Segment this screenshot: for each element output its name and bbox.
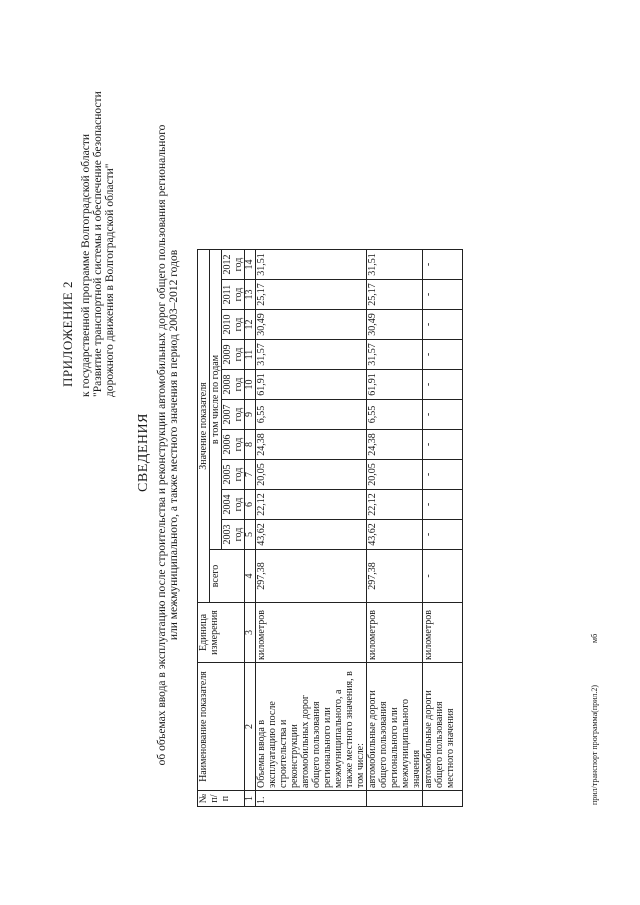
header-year: 2004 год <box>222 490 245 520</box>
header-year: 2012 год <box>222 250 245 280</box>
col-number: 7 <box>245 460 256 490</box>
col-number: 13 <box>245 280 256 310</box>
row-year-value: - <box>423 280 463 310</box>
header-year: 2007 год <box>222 400 245 430</box>
row-total: 297,38 <box>256 550 367 603</box>
row-year-value: 30,49 <box>367 310 423 340</box>
header-by-year: в том числе по годам <box>210 250 222 550</box>
col-number: 11 <box>245 340 256 370</box>
row-unit: километров <box>423 603 463 663</box>
row-year-value: - <box>423 520 463 550</box>
row-year-value: - <box>423 430 463 460</box>
row-year-value: - <box>423 460 463 490</box>
row-year-value: 30,49 <box>256 310 367 340</box>
row-year-value: 25,17 <box>256 280 367 310</box>
row-name: автомобильные дороги общего пользования регионального или межмуниципального значения <box>367 663 423 791</box>
col-number: 14 <box>245 250 256 280</box>
header-name: Наименование показателя <box>198 663 245 791</box>
document-subtitle <box>156 85 180 805</box>
subtitle-line: об объемах ввода в эксплуатацию после строительства и реконструкции автомобильных дорог общего пользования регионального <box>156 124 168 766</box>
column-number-row <box>245 250 256 807</box>
row-year-value: 6,55 <box>367 400 423 430</box>
row-year-value: 43,62 <box>256 520 367 550</box>
appendix-label: ПРИЛОЖЕНИЕ 2 <box>60 281 75 387</box>
row-year-value: 22,12 <box>367 490 423 520</box>
subtitle-line: или межмуниципального, а также местного значения в период 2003–2012 годов <box>168 249 180 641</box>
header-total: всего <box>210 550 245 603</box>
appendix-line: "Развитие транспортной системы и обеспечение безопасности <box>92 91 104 397</box>
row-unit: километров <box>256 603 367 663</box>
row-year-value: 61,91 <box>256 370 367 400</box>
row-year-value: - <box>423 490 463 520</box>
row-total: 297,38 <box>367 550 423 603</box>
col-number: 1 <box>245 791 256 807</box>
col-number: 5 <box>245 520 256 550</box>
row-year-value: 20,05 <box>367 460 423 490</box>
row-year-value: 31,51 <box>256 250 367 280</box>
row-number <box>367 791 423 807</box>
header-year: 2010 год <box>222 310 245 340</box>
row-year-value: - <box>423 370 463 400</box>
header-year: 2008 год <box>222 370 245 400</box>
footer-file: прил/транспорт программа(прил.2) <box>590 684 599 805</box>
header-year: 2011 год <box>222 280 245 310</box>
footer-mark: мб <box>590 633 599 643</box>
row-year-value: 22,12 <box>256 490 367 520</box>
row-year-value: 31,57 <box>256 340 367 370</box>
row-year-value: 61,91 <box>367 370 423 400</box>
appendix-line: дорожного движения в Волгоградской области" <box>104 163 116 397</box>
row-year-value: 31,51 <box>367 250 423 280</box>
col-number: 6 <box>245 490 256 520</box>
table-row <box>423 250 463 807</box>
document-title: СВЕДЕНИЯ <box>136 413 151 492</box>
row-unit: километров <box>367 603 423 663</box>
appendix-line: к государственной программе Волгоградской области <box>80 134 92 397</box>
row-year-value: - <box>423 400 463 430</box>
row-year-value: 25,17 <box>367 280 423 310</box>
row-year-value: 20,05 <box>256 460 367 490</box>
col-number: 8 <box>245 430 256 460</box>
header-value: Значение показателя <box>198 250 210 603</box>
table-row <box>367 250 423 807</box>
page-footer <box>590 594 599 805</box>
row-number <box>423 791 463 807</box>
row-year-value: - <box>423 250 463 280</box>
col-number: 2 <box>245 663 256 791</box>
header-no: № п/п <box>198 791 245 807</box>
row-year-value: 24,38 <box>256 430 367 460</box>
col-number: 4 <box>245 550 256 603</box>
col-number: 10 <box>245 370 256 400</box>
row-year-value: - <box>423 340 463 370</box>
row-year-value: 6,55 <box>256 400 367 430</box>
header-year: 2006 год <box>222 430 245 460</box>
row-year-value: 31,57 <box>367 340 423 370</box>
appendix-reference <box>80 47 116 397</box>
row-number: 1. <box>256 791 367 807</box>
col-number: 12 <box>245 310 256 340</box>
header-row <box>198 250 210 807</box>
row-year-value: 43,62 <box>367 520 423 550</box>
row-year-value: - <box>423 310 463 340</box>
data-table <box>197 249 463 807</box>
row-year-value: 24,38 <box>367 430 423 460</box>
header-unit: Единица измерения <box>198 603 245 663</box>
header-year: 2003 год <box>222 520 245 550</box>
header-year: 2009 год <box>222 340 245 370</box>
row-name: Объемы ввода в эксплуатацию после строительства и реконструкции автомобильных дорог общего пользования регионального или межмуниципального, а также местного значения, в том числе: <box>256 663 367 791</box>
row-total: - <box>423 550 463 603</box>
col-number: 3 <box>245 603 256 663</box>
header-year: 2005 год <box>222 460 245 490</box>
col-number: 9 <box>245 400 256 430</box>
table-row <box>256 250 367 807</box>
row-name: автомобильные дороги общего пользования местного значения <box>423 663 463 791</box>
